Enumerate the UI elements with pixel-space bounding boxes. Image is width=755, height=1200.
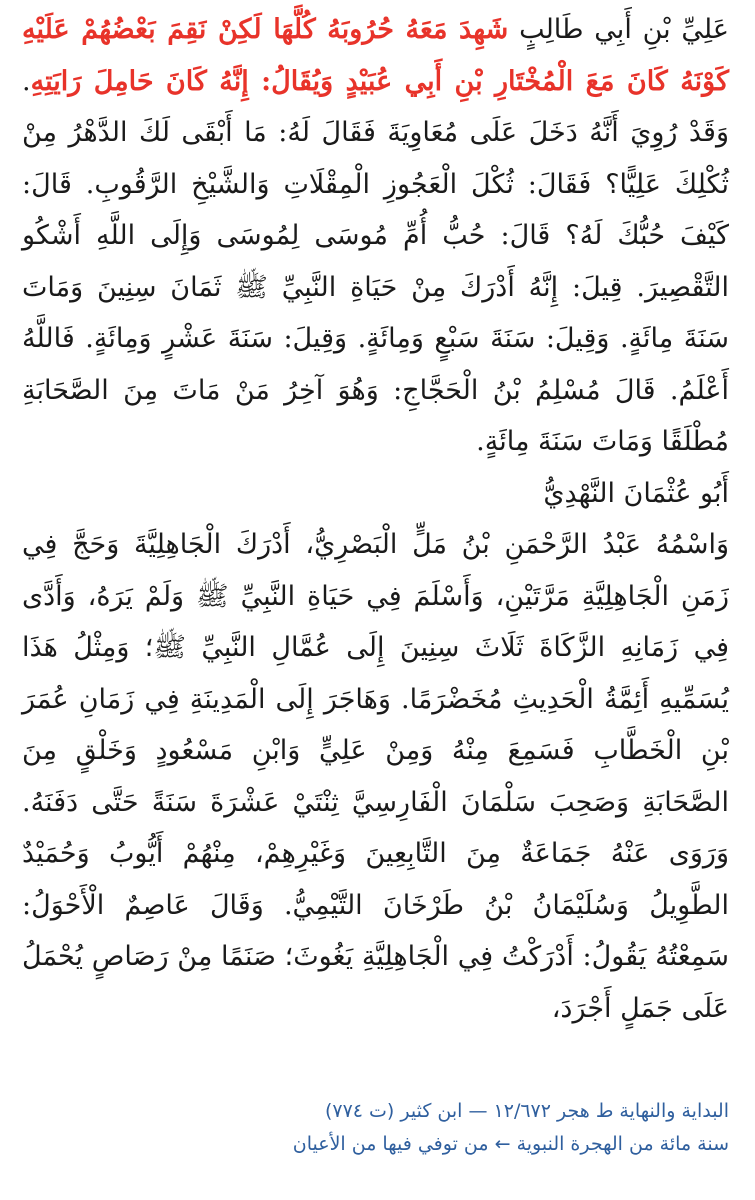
section-heading: أَبُو عُثْمَانَ النَّهْدِيُّ [543,477,729,509]
paragraph-body-text: . وَقَدْ رُوِيَ أَنَّهُ دَخَلَ عَلَى مُعَاوِيَةَ فَقَالَ لَهُ: مَا أَبْقَى لَكَ الدَّهْرُ مِنْ ثُكْلِكَ عَلِيًّا؟ فَقَالَ: ثُكْلَ الْعَجُوزِ الْمِقْلَاتِ وَالشَّيْخِ الرَّقُوبِ. قَالَ: كَيْفَ حُبُّكَ لَهُ؟ قَالَ: حُبُّ أُمِّ مُوسَى لِمُوسَى وَإِلَى اللَّهِ أَشْكُو التَّقْصِيرَ. قِيلَ: إِنَّهُ أَدْرَكَ مِنْ حَيَاةِ النَّبِيِّ ﷺ ثَمَانَ سِنِينَ وَمَاتَ سَنَةَ مِائَةٍ. وَقِيلَ: سَنَةَ سَبْعٍ وَمِائَةٍ. وَقِيلَ: سَنَةَ عَشْرٍ وَمِائَةٍ. فَاللَّهُ أَعْلَمُ. قَالَ مُسْلِمُ بْنُ الْحَجَّاجِ: وَهُوَ آخِرُ مَنْ مَاتَ مِنَ الصَّحَابَةِ مُطْلَقًا وَمَاتَ سَنَةَ مِائَةٍ. [22,65,729,457]
paragraph-biography-continued [22,4,729,468]
breadcrumb [22,1128,729,1161]
breadcrumb-separator-icon: ← [494,1133,511,1155]
breadcrumb-parent-link[interactable]: سنة مائة من الهجرة النبوية [516,1133,729,1155]
paragraph-abu-uthman: وَاسْمُهُ عَبْدُ الرَّحْمَنِ بْنُ مَلٍّ الْبَصْرِيُّ، أَدْرَكَ الْجَاهِلِيَّةَ وَحَجَّ فِي زَمَنِ الْجَاهِلِيَّةِ مَرَّتَيْنِ، وَأَسْلَمَ فِي حَيَاةِ النَّبِيِّ ﷺ وَلَمْ يَرَهُ، وَأَدَّى فِي زَمَانِهِ الزَّكَاةَ ثَلَاثَ سِنِينَ إِلَى عُمَّالِ النَّبِيِّ ﷺ؛ وَمِثْلُ هَذَا يُسَمِّيهِ أَئِمَّةُ الْحَدِيثِ مُخَضْرَمًا. وَهَاجَرَ إِلَى الْمَدِينَةِ فِي زَمَانِ عُمَرَ بْنِ الْخَطَّابِ فَسَمِعَ مِنْهُ وَمِنْ عَلِيٍّ وَابْنِ مَسْعُودٍ وَخَلْقٍ مِنَ الصَّحَابَةِ وَصَحِبَ سَلْمَانَ الْفَارِسِيَّ ثِنْتَيْ عَشْرَةَ سَنَةً حَتَّى دَفَنَهُ. وَرَوَى عَنْهُ جَمَاعَةٌ مِنَ التَّابِعِينَ وَغَيْرِهِمْ، مِنْهُمْ أَيُّوبُ وَحُمَيْدٌ الطَّوِيلُ وَسُلَيْمَانُ بْنُ طَرْخَانَ التَّيْمِيُّ. وَقَالَ عَاصِمٌ الْأَحْوَلُ: سَمِعْتُهُ يَقُولُ: أَدْرَكْتُ فِي الْجَاهِلِيَّةِ يَغُوثَ؛ صَنَمًا مِنْ رَصَاصٍ يُحْمَلُ عَلَى جَمَلٍ أَجْرَدَ، [22,529,729,1024]
breadcrumb-child-link[interactable]: من توفي فيها من الأعيان [292,1133,489,1155]
source-citation: البداية والنهاية ط هجر ١٢/٦٧٢ — ابن كثير (ت ٧٧٤) [324,1100,729,1122]
footer [22,1095,729,1161]
highlighted-text: شَهِدَ مَعَهُ حُرُوبَهُ كُلَّهَا لَكِنْ نَقِمَ بَعْضُهُمْ عَلَيْهِ كَوْنَهُ كَانَ مَعَ الْمُخْتَارِ بْنِ أَبِي عُبَيْدٍ وَيُقَالُ: إِنَّهُ كَانَ حَامِلَ رَايَتِهِ [22,14,729,97]
paragraph-lead-text: عَلِيِّ بْنِ أَبِي طَالِبٍ [508,14,729,45]
